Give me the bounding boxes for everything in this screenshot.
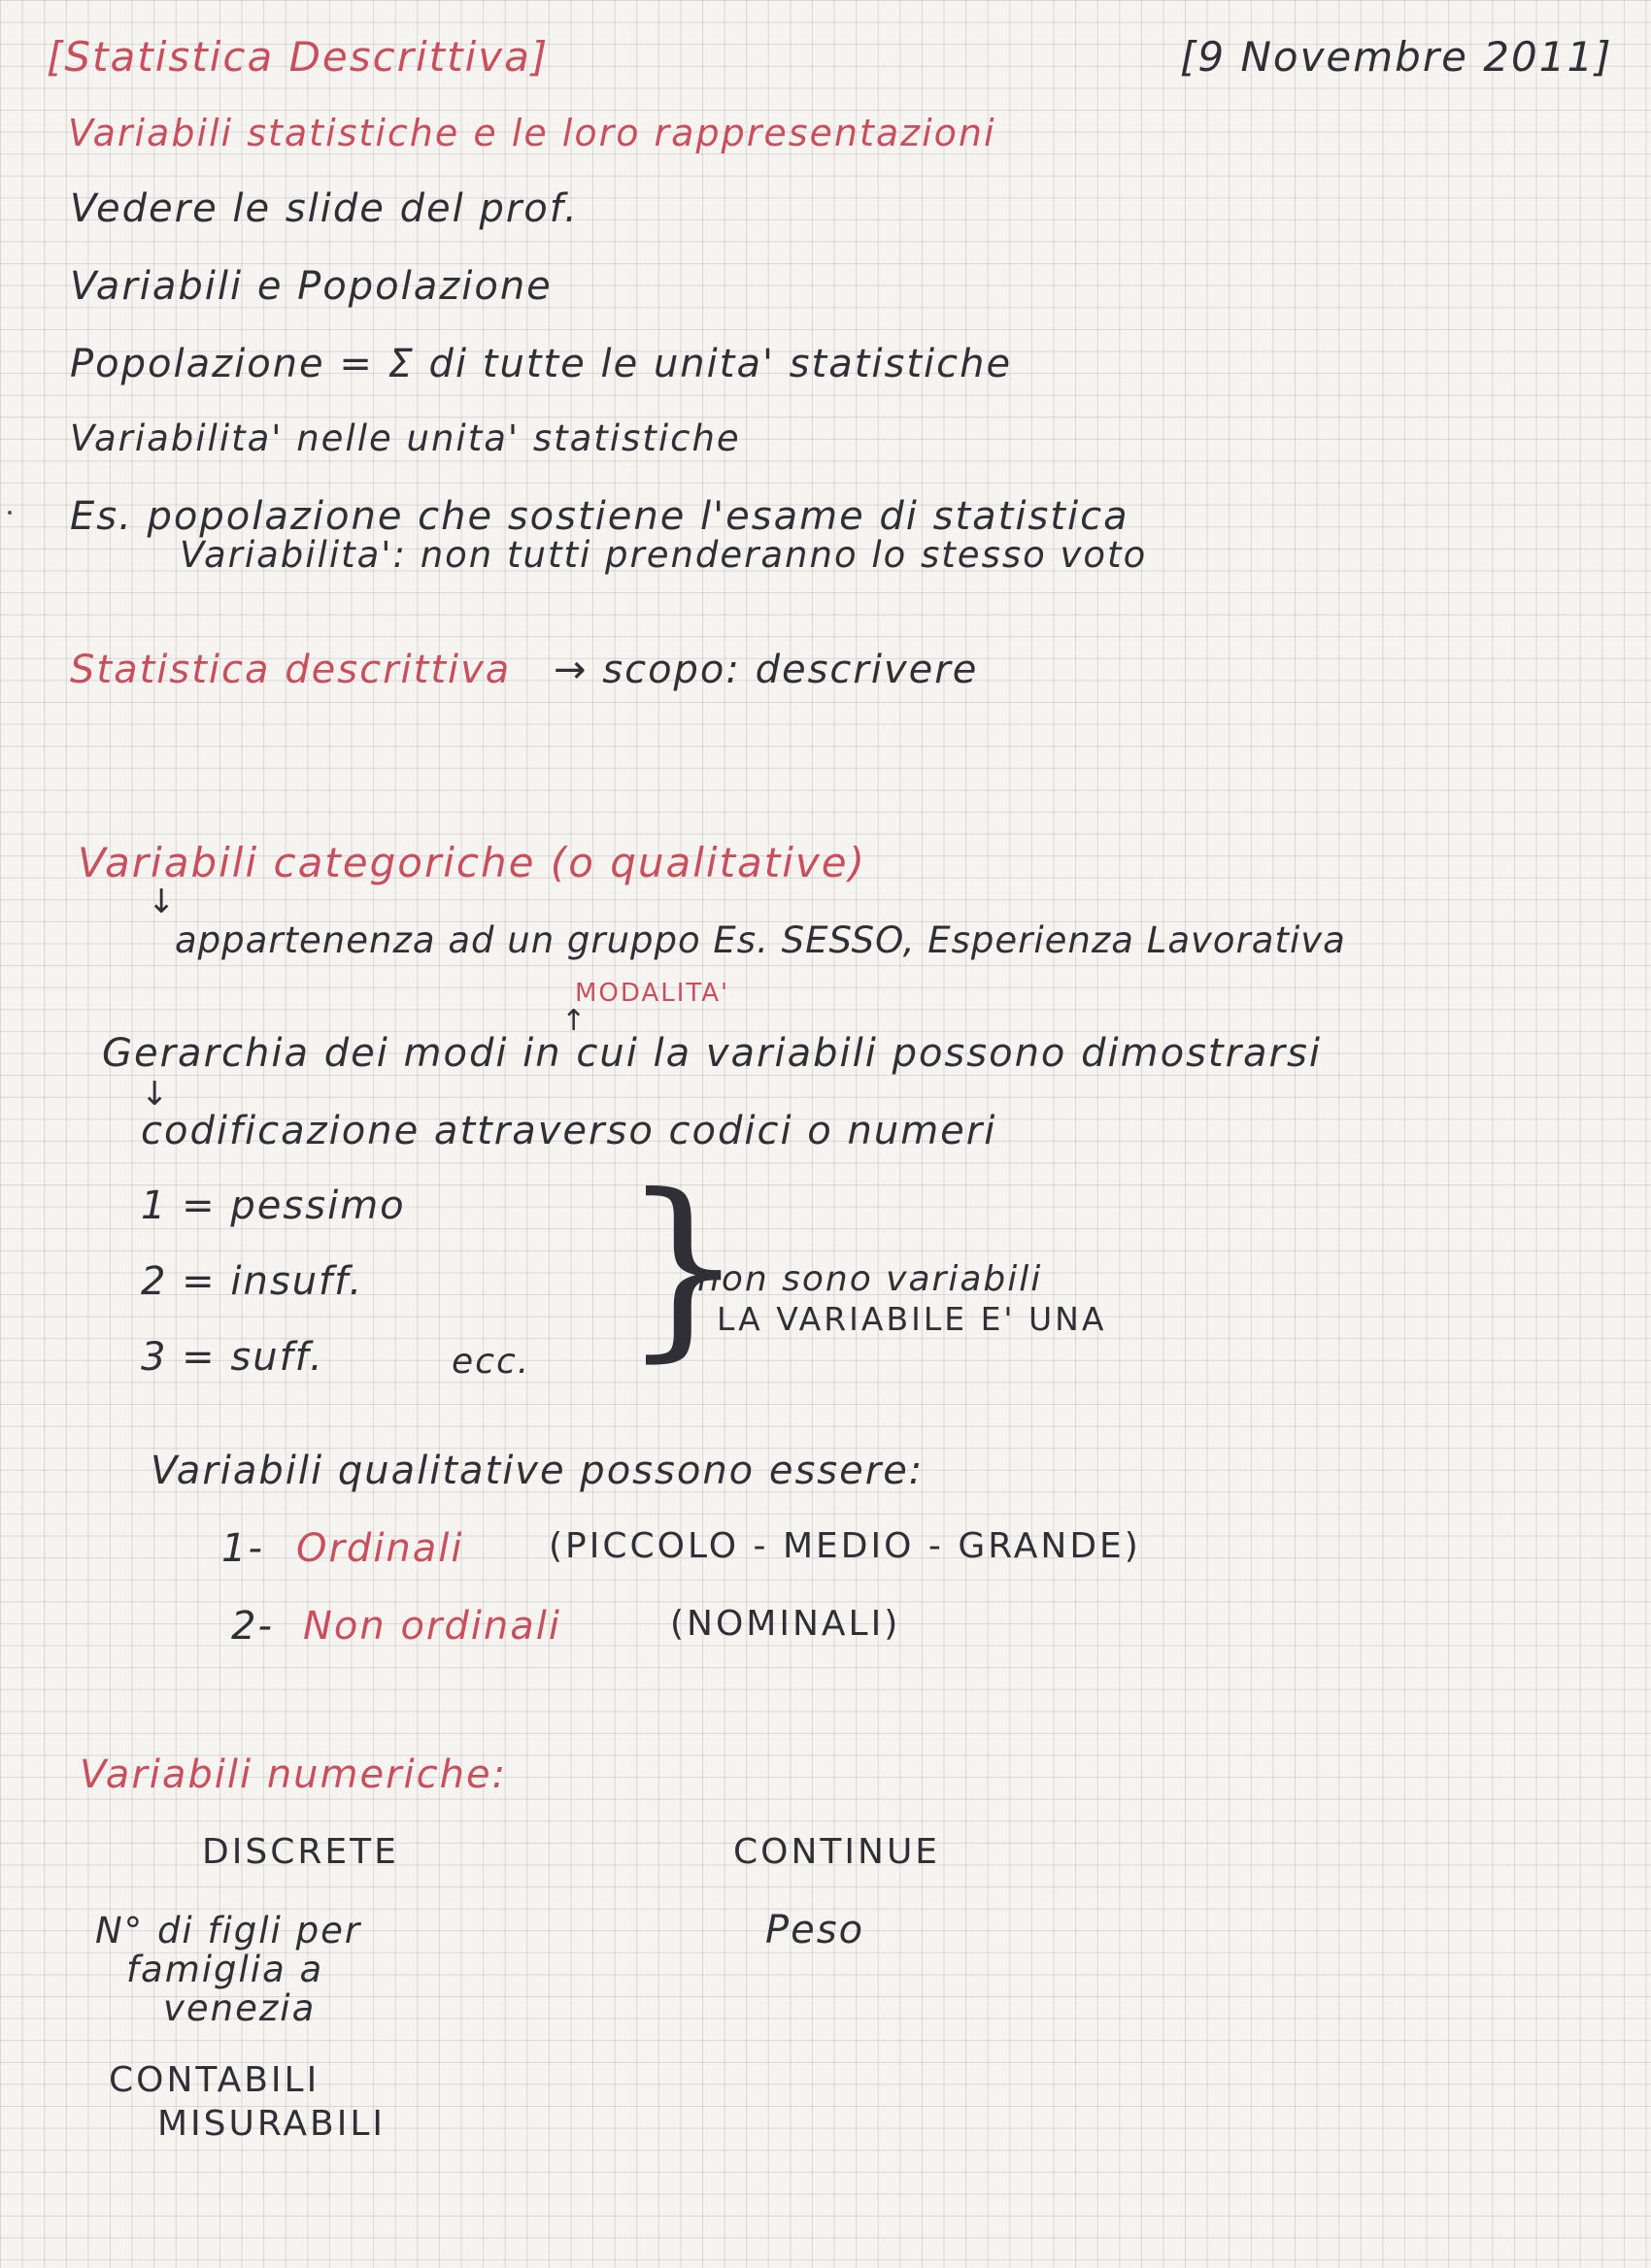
- label-misurabili: MISURABILI: [157, 2104, 387, 2144]
- example-peso: Peso: [765, 1908, 865, 1952]
- example-figli-line2: famiglia a: [126, 1949, 324, 1990]
- heading-variabili-statistiche: Variabili statistiche e le loro rappresentazioni: [68, 112, 996, 154]
- page-title: [Statistica Descrittiva]: [47, 33, 550, 81]
- margin-dot: [8, 511, 12, 515]
- down-arrow-icon-2: ↓: [141, 1075, 169, 1114]
- note-qualitative-possono: Variabili qualitative possono essere:: [151, 1449, 925, 1493]
- up-arrow-icon: ↑: [561, 1004, 587, 1038]
- note-la-variabile: LA VARIABILE E' UNA: [717, 1300, 1107, 1338]
- note-appartenenza: appartenenza ad un gruppo Es. SESSO, Esperienza Lavorativa: [175, 919, 1346, 961]
- ordinali-number: 1-: [221, 1526, 264, 1571]
- ordinali-esempio: (PICCOLO - MEDIO - GRANDE): [549, 1526, 1141, 1566]
- note-vedere-slide: Vedere le slide del prof.: [70, 186, 579, 231]
- page-date: [9 Novembre 2011]: [1180, 33, 1613, 81]
- note-ecc: ecc.: [452, 1342, 531, 1382]
- heading-variabili-categoriche: Variabili categoriche (o qualitative): [78, 839, 867, 886]
- note-variabili-popolazione: Variabili e Popolazione: [70, 264, 553, 309]
- note-variabilita: Variabilita' nelle unita' statistiche: [70, 417, 741, 459]
- heading-variabili-numeriche: Variabili numeriche:: [80, 1752, 508, 1797]
- label-discrete: DISCRETE: [202, 1832, 399, 1872]
- heading-statistica-descrittiva: Statistica descrittiva: [70, 648, 512, 692]
- example-figli-line3: venezia: [163, 1987, 317, 2029]
- note-codificazione: codificazione attraverso codici o numeri: [141, 1109, 997, 1153]
- label-continue: CONTINUE: [733, 1832, 941, 1872]
- note-gerarchia: Gerarchia dei modi in cui la variabili possono dimostrarsi: [102, 1031, 1322, 1076]
- non-ordinali-label: Non ordinali: [303, 1604, 561, 1649]
- code-pessimo: 1 = pessimo: [141, 1184, 406, 1228]
- note-popolazione-definizione: Popolazione = Σ di tutte le unita' statistiche: [70, 342, 1013, 386]
- non-ordinali-number: 2-: [231, 1604, 274, 1649]
- note-esempio-variabilita: Variabilita': non tutti prenderanno lo stesso voto: [180, 534, 1148, 576]
- note-esempio-popolazione: Es. popolazione che sostiene l'esame di statistica: [70, 494, 1129, 539]
- curly-brace-icon: }: [622, 1153, 746, 1380]
- note-modalita: MODALITA': [575, 979, 730, 1008]
- code-insuff: 2 = insuff.: [141, 1259, 364, 1304]
- down-arrow-icon: ↓: [148, 883, 176, 921]
- ordinali-label: Ordinali: [296, 1526, 464, 1571]
- note-scopo: → scopo: descrivere: [554, 648, 979, 692]
- non-ordinali-esempio: (NOMINALI): [670, 1604, 901, 1644]
- code-suff: 3 = suff.: [141, 1335, 324, 1380]
- note-non-variabili: non sono variabili: [697, 1259, 1043, 1299]
- example-figli-line1: N° di figli per: [95, 1910, 362, 1951]
- label-contabili: CONTABILI: [109, 2060, 320, 2100]
